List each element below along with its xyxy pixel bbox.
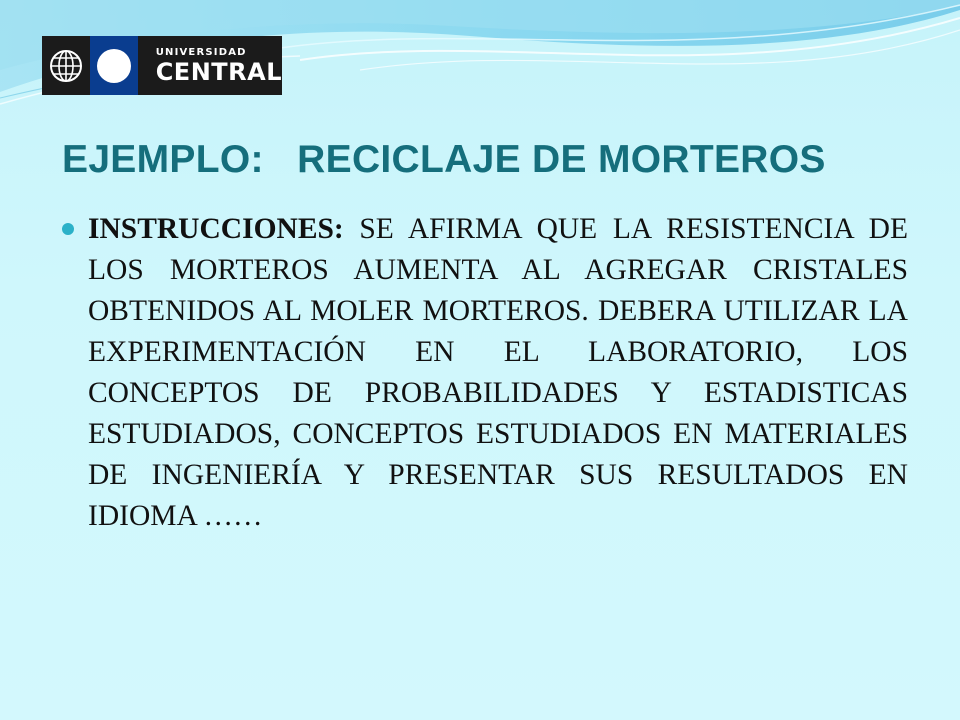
- logo-wordmark: [138, 47, 282, 85]
- university-logo: [42, 36, 282, 95]
- logo-line2: CENTRAL: [155, 57, 282, 86]
- globe-icon: [42, 36, 90, 95]
- bullet-paragraph: [88, 209, 908, 537]
- circle-icon: [97, 49, 131, 83]
- bullet-label: INSTRUCCIONES:: [88, 213, 344, 245]
- bullet-text: SE AFIRMA QUE LA RESISTENCIA DE LOS MORTEROS AUMENTA AL AGREGAR CRISTALES OBTENIDOS AL MOLER MORTEROS. DEBERA UTILIZAR LA EXPERIMENTACIÓN EN EL LABORATORIO, LOS CONCEPTOS DE PROBABILIDADES Y ESTADISTICAS ESTUDIADOS, CONCEPTOS ESTUDIADOS EN MATERIALES DE INGENIERÍA Y PRESENTAR SUS RESULTADOS EN IDIOMA ……: [88, 213, 908, 532]
- bullet-dot-icon: [62, 223, 74, 235]
- logo-emblem: [90, 36, 138, 95]
- logo-line1: UNIVERSIDAD: [155, 46, 247, 58]
- slide-title: EJEMPLO: RECICLAJE DE MORTEROS: [62, 138, 826, 181]
- bullet-item: [62, 209, 908, 537]
